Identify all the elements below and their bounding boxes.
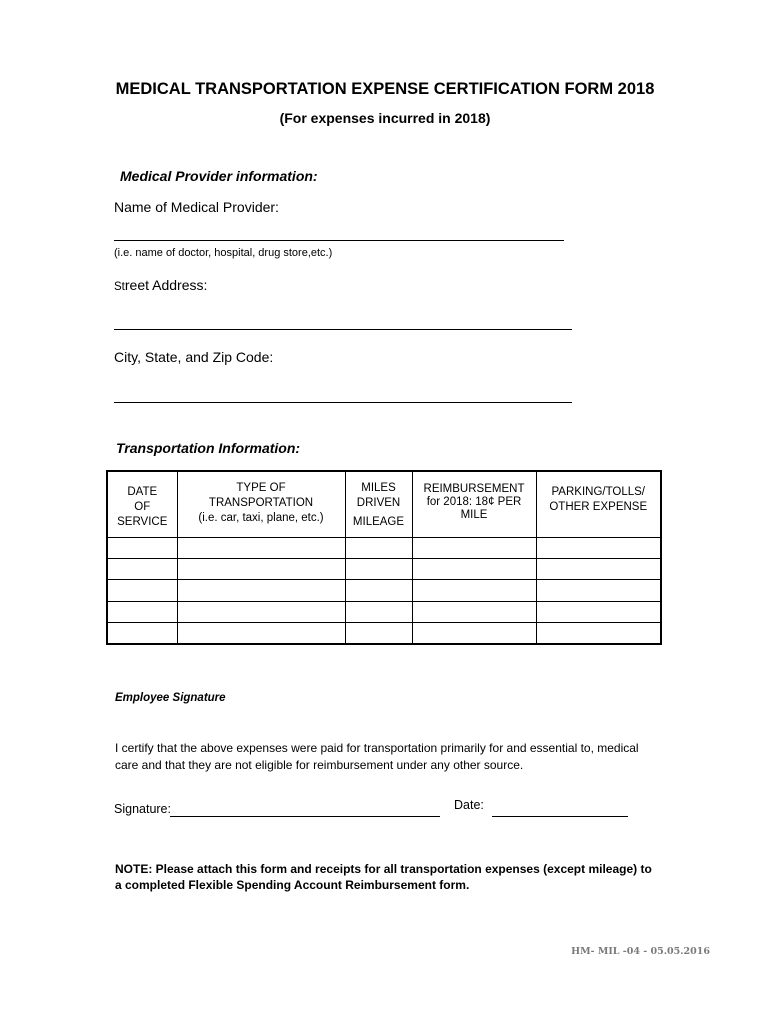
miles-cell[interactable]	[345, 580, 412, 601]
parking-cell[interactable]	[536, 623, 661, 644]
col-parking-tolls: PARKING/TOLLS/ OTHER EXPENSE	[536, 471, 661, 537]
street-address-label	[114, 277, 207, 293]
col-reimbursement: REIMBURSEMENT for 2018: 18¢ PER MILE	[412, 471, 536, 537]
type-cell[interactable]	[177, 623, 345, 644]
city-state-zip-field[interactable]	[114, 402, 572, 403]
col-date-of-service: DATE OF SERVICE	[107, 471, 177, 537]
parking-cell[interactable]	[536, 601, 661, 622]
provider-name-field[interactable]	[114, 240, 564, 241]
reimbursement-cell[interactable]	[412, 601, 536, 622]
parking-cell[interactable]	[536, 558, 661, 579]
transportation-table	[106, 470, 662, 645]
date-cell[interactable]	[107, 601, 177, 622]
miles-cell[interactable]	[345, 537, 412, 558]
city-state-zip-label: City, State, and Zip Code:	[114, 349, 274, 365]
parking-cell[interactable]	[536, 580, 661, 601]
type-cell[interactable]	[177, 601, 345, 622]
transportation-section-heading: Transportation Information:	[116, 440, 301, 456]
col-type-of-transportation: TYPE OF TRANSPORTATION (i.e. car, taxi, plane, etc.)	[177, 471, 345, 537]
miles-cell[interactable]	[345, 601, 412, 622]
street-label-prefix: St	[114, 281, 125, 293]
form-subtitle: (For expenses incurred in 2018)	[279, 110, 491, 126]
table-row	[107, 558, 661, 579]
table-header-row	[107, 471, 661, 537]
employee-signature-heading: Employee Signature	[115, 692, 226, 704]
street-address-field[interactable]	[114, 329, 572, 330]
miles-cell[interactable]	[345, 623, 412, 644]
provider-name-label: Name of Medical Provider:	[114, 199, 279, 215]
date-cell[interactable]	[107, 537, 177, 558]
type-cell[interactable]	[177, 580, 345, 601]
miles-cell[interactable]	[345, 558, 412, 579]
type-cell[interactable]	[177, 537, 345, 558]
signature-label: Signature:	[114, 802, 171, 816]
certification-statement: I certify that the above expenses were paid for transportation primarily for and essential to, medical care and that they are not eligible for reimbursement under any other source.	[115, 741, 639, 772]
type-cell[interactable]	[177, 558, 345, 579]
form-code: HM- MIL -04 - 05.05.2016	[571, 946, 710, 957]
provider-section-heading: Medical Provider information:	[120, 168, 318, 184]
reimbursement-cell[interactable]	[412, 580, 536, 601]
date-cell[interactable]	[107, 623, 177, 644]
table-row	[107, 623, 661, 644]
date-field[interactable]	[492, 816, 628, 817]
reimbursement-cell[interactable]	[412, 537, 536, 558]
date-label: Date:	[454, 798, 484, 812]
form-title: MEDICAL TRANSPORTATION EXPENSE CERTIFICATION FORM 2018	[115, 80, 655, 98]
reimbursement-cell[interactable]	[412, 623, 536, 644]
table-row	[107, 537, 661, 558]
reimbursement-cell[interactable]	[412, 558, 536, 579]
attachment-note: NOTE: Please attach this form and receipts for all transportation expenses (except mileage) to a completed Flexible Spending Account Reimbursement form.	[115, 862, 652, 892]
col-miles-driven: MILES DRIVEN MILEAGE	[345, 471, 412, 537]
table-row	[107, 580, 661, 601]
parking-cell[interactable]	[536, 537, 661, 558]
table-row	[107, 601, 661, 622]
date-cell[interactable]	[107, 580, 177, 601]
street-label-rest: reet Address:	[124, 277, 208, 293]
provider-name-hint: (i.e. name of doctor, hospital, drug store,etc.)	[114, 247, 333, 259]
date-cell[interactable]	[107, 558, 177, 579]
signature-field[interactable]	[170, 816, 440, 817]
